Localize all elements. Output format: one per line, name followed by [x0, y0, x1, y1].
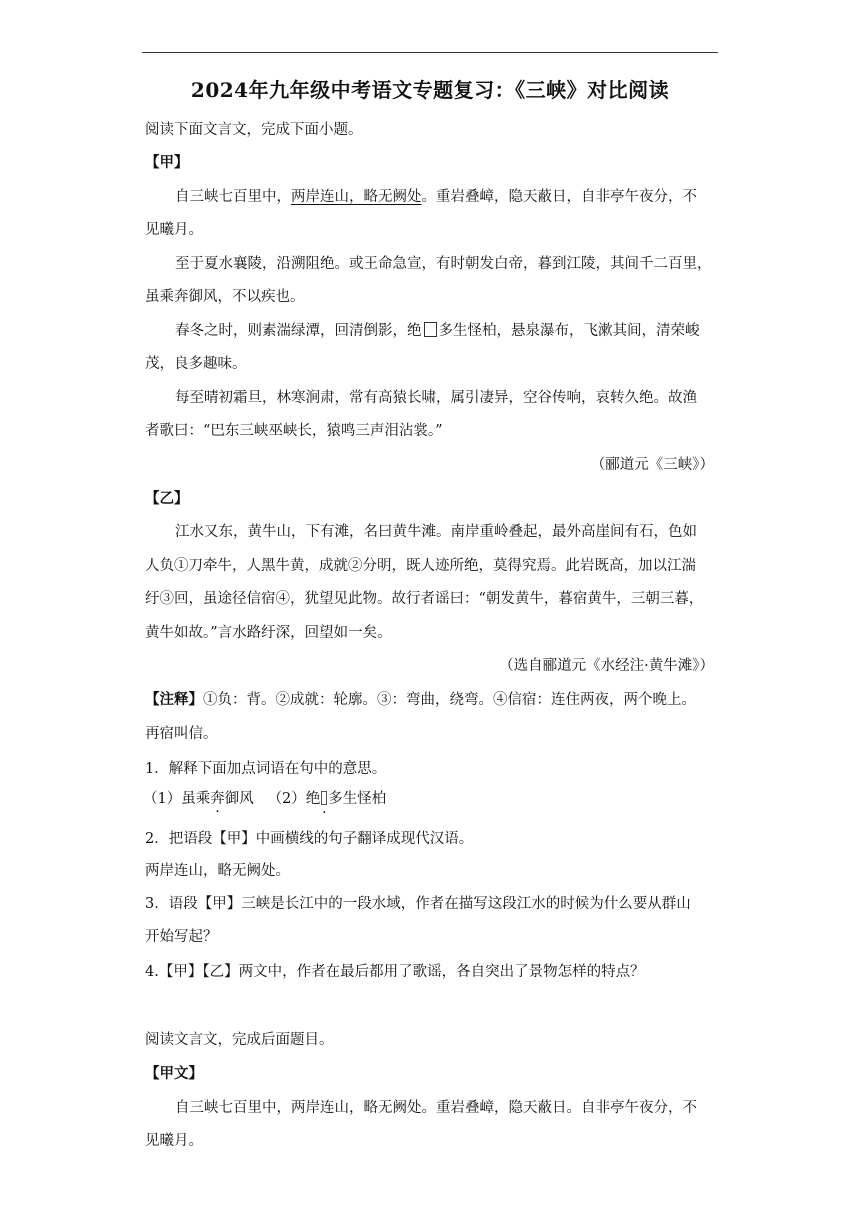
jia-paragraph-4-line-1: 每至晴初霜旦，林寒涧肃，常有高猿长啸，属引凄异，空谷传响，哀转久绝。故渔	[175, 390, 697, 406]
section2-line-2: 见曦月。	[145, 1133, 203, 1149]
jia-paragraph-2-line-1: 至于夏水襄陵，沿溯阻绝。或王命急宣，有时朝发白帝，暮到江陵，其间千二百里，	[175, 256, 712, 272]
yi-line-2: 人负①刀牵牛，人黑牛黄，成就②分明，既人迹所绝，莫得究焉。此岩既高，加以江湍	[145, 558, 696, 574]
option-2-prefix: （2）绝	[267, 791, 321, 807]
yi-line-4: 黄牛如故。”言水路纡深，回望如一矣。	[145, 625, 392, 641]
text: 春冬之时，则素湍绿潭，回清倒影，绝	[175, 323, 422, 339]
notes-text: ①负：背。②成就：轮廓。③：弯曲，绕弯。④信宿：连住两夜，两个晚上。	[203, 692, 696, 708]
jia-paragraph-3-line-2: 茂，良多趣味。	[145, 356, 247, 372]
notes-label: 【注释】	[145, 691, 203, 708]
option-1-suffix: 御风	[224, 791, 254, 807]
option-1-prefix: （1）虽乘	[143, 791, 211, 807]
jia-paragraph-3-line-1	[175, 321, 700, 341]
passage-label-jiawen: 【甲文】	[145, 1065, 203, 1082]
yi-source: （选自郦道元《水经注·黄牛滩》）	[499, 658, 714, 674]
passage-label-yi: 【乙】	[145, 490, 189, 507]
question-1: 1．解释下面加点词语在句中的意思。	[145, 761, 387, 777]
option-2-suffix: 多生怪柏	[328, 791, 387, 807]
question-2-sentence: 两岸连山，略无阙处。	[145, 863, 290, 879]
instruction-2: 阅读文言文，完成后面题目。	[145, 1032, 334, 1048]
instruction: 阅读下面文言文，完成下面小题。	[145, 122, 363, 138]
jia-paragraph-2-line-2: 虽乘奔御风，不以疾也。	[145, 289, 305, 305]
yi-line-3: 纡③回，虽途径信宿④，犹望见此物。故行者谣曰：“朝发黄牛，暮宿黄牛，三朝三暮，	[145, 591, 704, 607]
header-rule	[142, 52, 718, 53]
passage-label-jia: 【甲】	[145, 154, 189, 171]
question-3-line-1: 3．语段【甲】三峡是长江中的一段水域，作者在描写这段江水的时候为什么要从群山	[145, 896, 691, 912]
missing-character-box	[424, 322, 437, 337]
jia-source: （郦道元《三峡》）	[590, 457, 714, 473]
text: 自三峡七百里中，	[175, 189, 291, 205]
text: 多生怪柏，悬泉瀑布，飞漱其间，清荣峻	[438, 323, 700, 339]
jia-paragraph-4-line-2: 者歌曰：“巴东三峡巫峡长，猿鸣三声泪沾裳。”	[145, 423, 443, 439]
question-2: 2．把语段【甲】中画横线的句子翻译成现代汉语。	[145, 831, 474, 847]
question-3-line-2: 开始写起？	[145, 929, 218, 945]
page-title: 2024年九年级中考语文专题复习：《三峡》对比阅读	[190, 78, 670, 102]
question-1-options	[143, 789, 386, 809]
underlined-sentence: 两岸连山，略无阙处	[291, 189, 422, 205]
question-4: 4.【甲】【乙】两文中，作者在最后都用了歌谣，各自突出了景物怎样的特点？	[145, 964, 645, 980]
notes-line-1	[145, 690, 696, 710]
section2-line-1: 自三峡七百里中，两岸连山，略无阙处。重岩叠嶂，隐天蔽日。自非亭午夜分，不	[175, 1100, 697, 1116]
notes-line-2: 再宿叫信。	[145, 726, 218, 742]
yi-line-1: 江水又东，黄牛山，下有滩，名曰黄牛滩。南岸重岭叠起，最外高崖间有石，色如	[175, 524, 697, 540]
jia-paragraph-1-line-1	[175, 187, 697, 207]
missing-character-box	[321, 791, 327, 805]
text: 。重岩叠嶂，隐天蔽日，自非亭午夜分，不	[421, 189, 697, 205]
dotted-word: 奔	[210, 791, 225, 807]
jia-paragraph-1-line-2: 见曦月。	[145, 222, 203, 238]
